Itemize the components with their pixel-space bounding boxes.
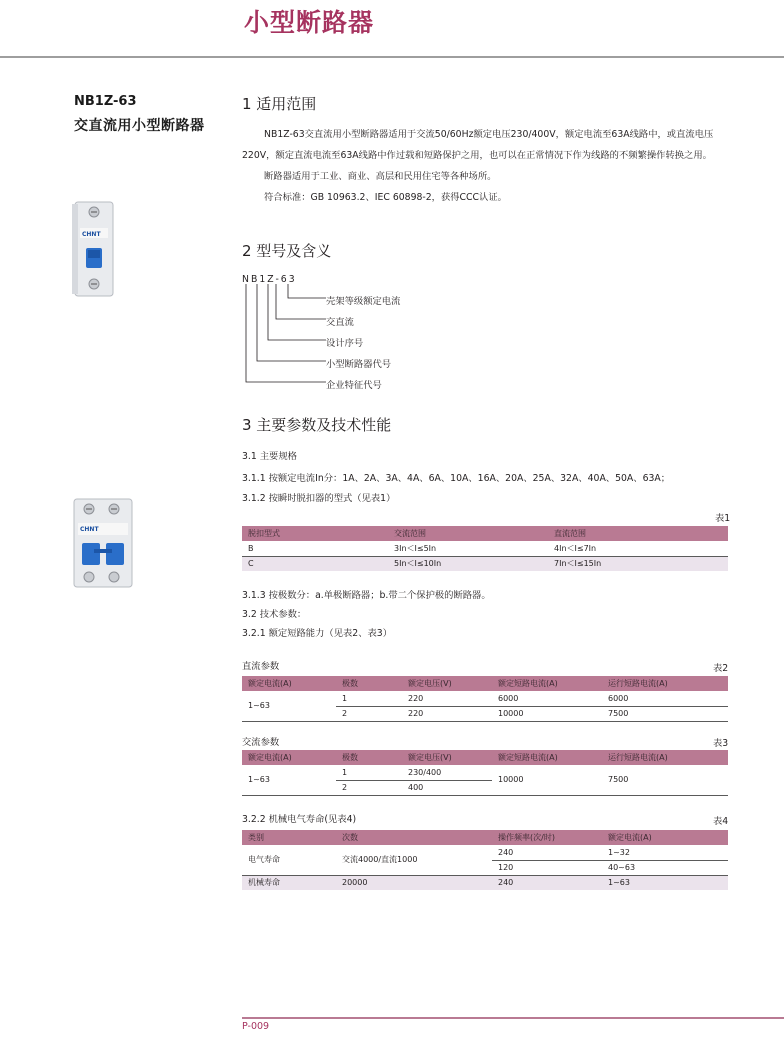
table-number: 表3	[713, 738, 729, 749]
table-number: 表4	[713, 816, 729, 827]
code-label: 壳架等级额定电流	[326, 296, 401, 307]
table-cell: 40~63	[602, 860, 728, 875]
table-cell: 220	[402, 691, 492, 706]
table-header: 交流范围	[388, 526, 548, 541]
scope-text: NB1Z-63交直流用小型断路器适用于交流50/60Hz额定电压230/400V，额定电流至63A线路中，或直流电压220V，额定直流电流至63A线路中作过载和短路保护之用，也可以在正常情况下作为线路的不频繁操作转换之用。	[242, 129, 714, 161]
table-cell: 120	[492, 860, 602, 875]
table-cell: 6000	[602, 691, 728, 706]
ac-parameter-table	[242, 750, 728, 796]
table-caption: 交流参数	[242, 737, 280, 748]
page-title: 小型断路器	[244, 8, 375, 37]
table-header: 额定短路电流(A)	[492, 676, 602, 691]
table-cell: 7500	[602, 706, 728, 721]
table-header: 操作频率(次/时)	[492, 830, 602, 845]
table-cell: 2	[336, 706, 402, 721]
table-row	[242, 765, 728, 780]
spec-line: 3.1.1 按额定电流In分：1A、2A、3A、4A、6A、10A、16A、20A、25A、32A、40A、50A、63A；	[242, 473, 671, 484]
product-model: NB1Z-63	[74, 94, 137, 109]
table-header: 直流范围	[548, 526, 728, 541]
table-cell: 230/400	[402, 765, 492, 780]
table-row	[242, 556, 728, 571]
scope-paragraph	[242, 124, 732, 208]
table-cell: 1~63	[242, 765, 336, 795]
spec-line: 3.2.1 额定短路能力（见表2、表3）	[242, 628, 393, 639]
table-cell: 1	[336, 765, 402, 780]
trip-type-table	[242, 526, 728, 571]
table-cell: 10000	[492, 706, 602, 721]
table-cell: 240	[492, 845, 602, 860]
table-cell: 10000	[492, 765, 602, 795]
table-header: 额定电流(A)	[242, 676, 336, 691]
table-caption: 直流参数	[242, 661, 280, 672]
section-heading: 2 型号及含义	[242, 242, 332, 260]
table-number: 表2	[713, 663, 729, 674]
table-cell: 1	[336, 691, 402, 706]
table-header: 类别	[242, 830, 336, 845]
spec-line: 3.1.2 按瞬时脱扣器的型式（见表1）	[242, 493, 396, 504]
table-cell: 交流4000/直流1000	[336, 845, 492, 875]
table-header: 次数	[336, 830, 492, 845]
table-header: 运行短路电流(A)	[602, 676, 728, 691]
table-cell: 7500	[602, 765, 728, 795]
table-row	[242, 691, 728, 706]
model-code: NB1Z-63	[242, 274, 297, 285]
scope-usage-text: 断路器适用于工业、商业、高层和民用住宅等各种场所。	[264, 171, 497, 182]
code-label: 小型断路器代号	[326, 359, 392, 370]
model-code-diagram	[240, 284, 330, 392]
brand-logo: CHNT	[82, 231, 101, 238]
table-cell: B	[242, 541, 388, 556]
section-heading: 1 适用范围	[242, 95, 317, 113]
footer-divider	[242, 1017, 784, 1019]
code-label: 设计序号	[326, 338, 364, 349]
table-cell: 1~32	[602, 845, 728, 860]
table-cell: 20000	[336, 875, 492, 890]
single-pole-breaker-image	[72, 200, 118, 298]
table-header: 极数	[336, 750, 402, 765]
table-cell: 400	[402, 780, 492, 795]
spec-line: 3.2 技术参数：	[242, 609, 307, 620]
table-cell: 240	[492, 875, 602, 890]
table-header: 额定短路电流(A)	[492, 750, 602, 765]
table-cell: 4In＜I≤7In	[548, 541, 728, 556]
table-cell: 1~63	[242, 691, 336, 721]
table-cell: 7In＜I≤15In	[548, 556, 728, 571]
table-cell: 3In＜I≤5In	[388, 541, 548, 556]
table-header: 脱扣型式	[242, 526, 388, 541]
scope-standard-text: 符合标准：GB 10963.2、IEC 60898-2，获得CCC认证。	[264, 192, 507, 203]
table-cell: 220	[402, 706, 492, 721]
code-label: 交直流	[326, 317, 354, 328]
dc-parameter-table	[242, 676, 728, 722]
product-name: 交直流用小型断路器	[74, 118, 205, 134]
table-cell: 1~63	[602, 875, 728, 890]
table-header: 额定电流(A)	[602, 830, 728, 845]
table-cell: 6000	[492, 691, 602, 706]
table-number: 表1	[715, 513, 731, 524]
table-header: 额定电压(V)	[402, 676, 492, 691]
table-cell: 机械寿命	[242, 875, 336, 890]
table-row	[242, 541, 728, 556]
table-header: 额定电压(V)	[402, 750, 492, 765]
header-divider	[0, 56, 784, 58]
table-row	[242, 845, 728, 860]
table-cell: 2	[336, 780, 402, 795]
brand-logo: CHNT	[80, 526, 99, 533]
code-label: 企业特征代号	[326, 380, 382, 391]
table-header: 运行短路电流(A)	[602, 750, 728, 765]
page-number: P-009	[242, 1021, 270, 1032]
table-row	[242, 875, 728, 890]
table-cell: 5In＜I≤10In	[388, 556, 548, 571]
spec-line: 3.1.3 按极数分：a.单极断路器；b.带二个保护极的断路器。	[242, 590, 491, 601]
double-pole-breaker-image	[72, 497, 134, 589]
life-table	[242, 830, 728, 890]
table-cell: 电气寿命	[242, 845, 336, 875]
table-header: 额定电流(A)	[242, 750, 336, 765]
table-cell: C	[242, 556, 388, 571]
section-heading: 3 主要参数及技术性能	[242, 416, 392, 434]
spec-line: 3.1 主要规格	[242, 451, 297, 462]
spec-line: 3.2.2 机械电气寿命(见表4)	[242, 814, 357, 825]
table-header: 极数	[336, 676, 402, 691]
